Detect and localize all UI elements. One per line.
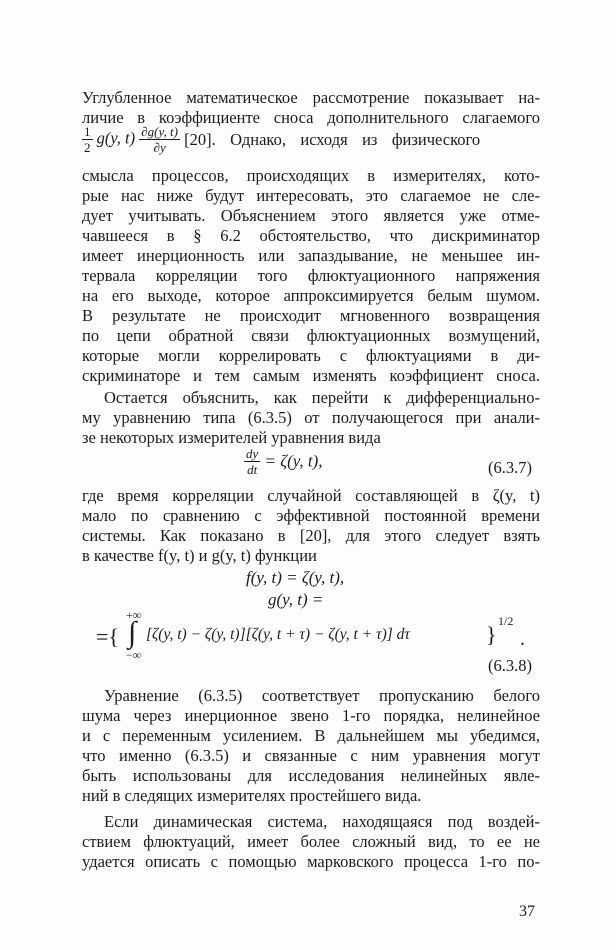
p4-line-2: шума через инерционное звено 1-го порядка, нелинейное (82, 706, 540, 725)
p4-line-5: быть использованы для исследования нелинейных явле- (82, 766, 540, 785)
p1-line-11: В результате не происходит мгновенного возвращения (82, 306, 540, 325)
frac-denominator: 2 (84, 140, 91, 155)
p1-line-7: чавшееся в § 6.2 обстоятельство, что дискриминатор (82, 226, 540, 245)
equation-period: . (520, 628, 525, 650)
p1-line-3 (82, 124, 540, 160)
p4-line-3: и с переменным усилением. В дальнейшем мы убедимся, (82, 726, 540, 745)
p5-line-3: удается описать с помощью марковского процесса 1-го по- (82, 852, 540, 871)
eq637-rhs: = ζ(y, t), (264, 451, 323, 471)
p4-line-6: ний в следящих измерителях простейшего вида. (82, 786, 422, 805)
p3-line-2: мало по сравнению с эффективной постоянной времени (82, 506, 540, 525)
p1-line-6: дует учитывать. Объяснением этого является уже отме- (82, 206, 540, 225)
fraction-half (82, 124, 93, 155)
eq638-label: (6.3.8) (488, 656, 532, 675)
integral-upper-limit: +∞ (126, 608, 142, 622)
dy-dt-fraction (244, 446, 260, 477)
p1-line-5: рые нас ниже будут интересовать, это слагаемое не сле- (82, 186, 540, 205)
p5-line-1: Если динамическая система, находящаяся под воздей- (104, 812, 540, 831)
eq638-line-2: g(y, t) = (268, 590, 324, 609)
equals-brace: ={ (96, 624, 119, 649)
g-function: g(y, t) (96, 128, 136, 148)
deriv-denominator: ∂y (153, 140, 166, 155)
p4-line-4: что именно (6.3.5) и связанные с ним уравнения могут (82, 746, 540, 765)
deriv-numerator: ∂g(y, t) (141, 124, 178, 139)
p1-line-1: Углубленное математическое рассмотрение показывает на- (82, 88, 540, 107)
page-number: 37 (519, 903, 535, 920)
p2-line-2: му уравнению типа (6.3.5) от получающегося при анали- (82, 408, 540, 427)
p1-line-13: которые могли коррелировать с флюктуациями в ди- (82, 346, 540, 365)
integral-lower-limit: −∞ (126, 648, 142, 662)
p2-line-3: зе некоторых измерителей уравнения вида (82, 428, 381, 447)
p1-line-10: на его выходе, которое аппроксимируется белым шумом. (82, 286, 540, 305)
p2-line-1: Остается объяснить, как перейти к дифференциально- (104, 388, 540, 407)
integral-sign: ∫ (128, 616, 137, 649)
dy: dy (246, 446, 259, 461)
p1-line-14: скриминаторе и тем самым изменять коэффициент сноса. (82, 366, 540, 385)
p4-line-1: Уравнение (6.3.5) соответствует пропусканию белого (104, 686, 540, 705)
p1-line-3-text: [20]. Однако, исходя из физического (184, 129, 481, 149)
p5-line-2: ствием флюктуаций, имеет более сложный вид, то ее не (82, 832, 540, 851)
eq638-line-1: f(y, t) = ζ(y, t), (246, 568, 345, 587)
eq637-label: (6.3.7) (488, 458, 532, 477)
p3-line-1: где время корреляции случайной составляющей в ζ(y, t) (82, 486, 540, 505)
p1-line-9: тервала корреляции того флюктуационного напряжения (82, 266, 540, 285)
p1-line-8: имеет инерционность или запаздывание, не меньшее ин- (82, 246, 540, 265)
p3-line-4: в качестве f(y, t) и g(y, t) функции (82, 546, 317, 565)
partial-derivative (139, 124, 180, 155)
frac-numerator: 1 (84, 124, 91, 139)
closing-brace: } (486, 622, 497, 647)
p3-line-3: системы. Как показано в [20], для этого следует взять (82, 526, 540, 545)
dt: dt (247, 462, 258, 477)
p1-line-12: по цепи обратной связи флюктуационных возмущений, (82, 326, 540, 345)
equation-6-3-7 (244, 446, 323, 477)
p1-line-4: смысла процессов, происходящих в измерителях, кото- (82, 166, 540, 185)
power-exponent: 1/2 (498, 614, 514, 628)
p1-line-2: личие в коэффициенте сноса дополнительного слагаемого (82, 108, 540, 127)
integrand: [ζ(y, t) − ζ(y, t)][ζ(y, t + τ) − ζ(y, t + τ)] dτ (146, 626, 410, 643)
